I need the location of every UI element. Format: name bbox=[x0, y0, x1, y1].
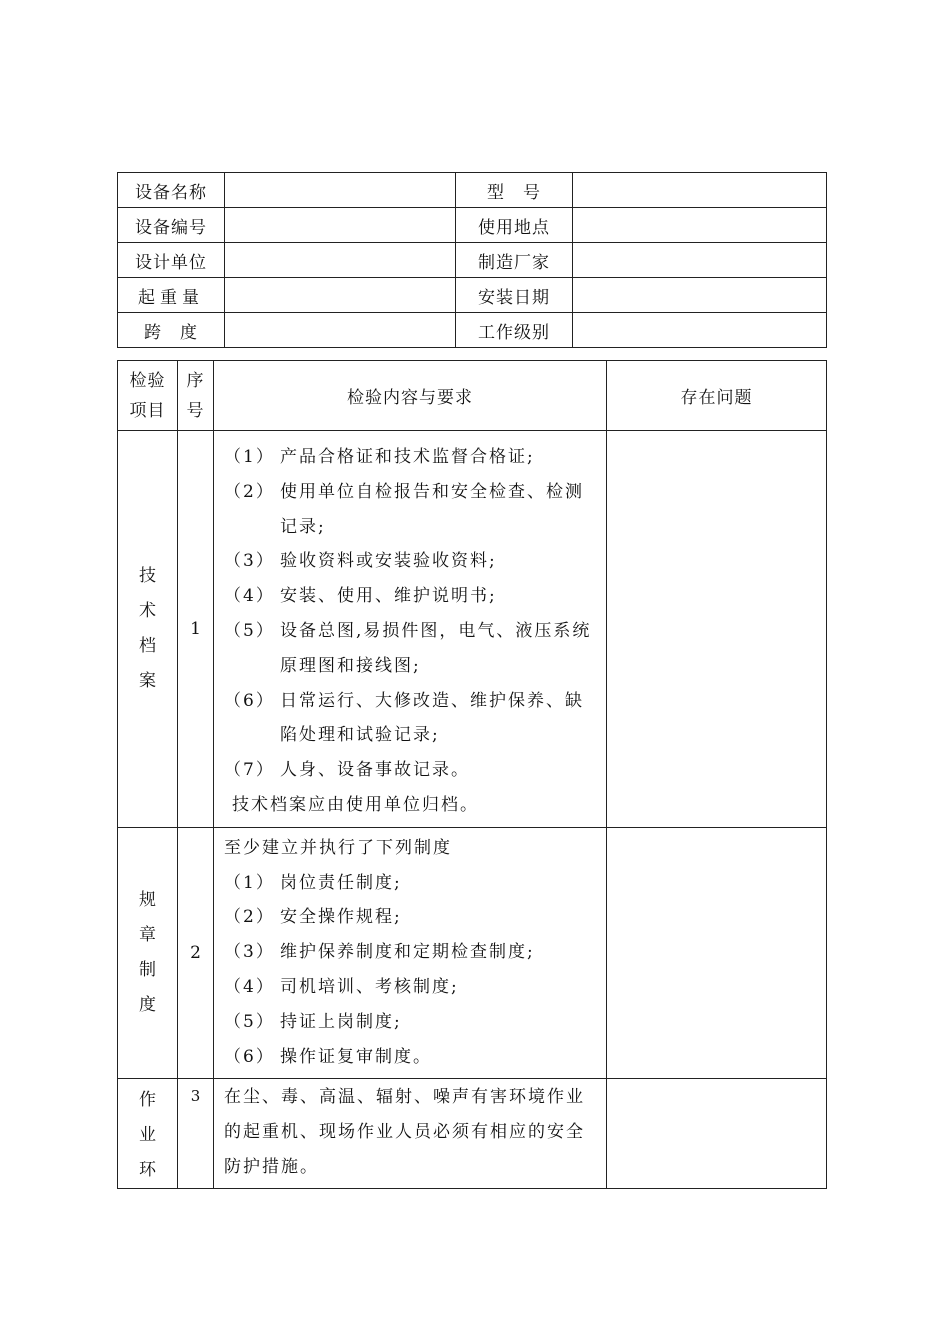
issues-field[interactable] bbox=[607, 1079, 827, 1189]
header-issues: 存在问题 bbox=[607, 361, 827, 431]
header-sequence bbox=[178, 361, 214, 431]
item-text: 设备总图,易损件图，电气、液压系统 bbox=[280, 620, 592, 641]
item-number: （2） bbox=[224, 907, 275, 928]
category-char: 业 bbox=[139, 1125, 156, 1146]
requirement-item bbox=[224, 900, 598, 935]
inspection-table bbox=[117, 360, 827, 1189]
item-text: 安全操作规程; bbox=[280, 907, 402, 928]
item-text: 持证上岗制度; bbox=[280, 1011, 402, 1032]
item-number: （5） bbox=[224, 620, 275, 641]
item-number: （6） bbox=[224, 690, 275, 711]
info-value-field[interactable] bbox=[573, 173, 827, 208]
requirement-intro: 至少建立并执行了下列制度 bbox=[224, 837, 452, 858]
info-value-field[interactable] bbox=[225, 208, 456, 243]
inspection-row-work-environment bbox=[118, 1079, 827, 1189]
category-char: 案 bbox=[139, 670, 156, 691]
info-value-field[interactable] bbox=[225, 243, 456, 278]
category-cell bbox=[118, 431, 178, 828]
category-char: 档 bbox=[139, 635, 156, 656]
category-char: 规 bbox=[139, 890, 156, 911]
header-content: 检验内容与要求 bbox=[214, 361, 607, 431]
info-value-field[interactable] bbox=[573, 243, 827, 278]
inspection-row-regulations bbox=[118, 827, 827, 1079]
requirement-item bbox=[224, 866, 598, 901]
inspection-row-technical-archives bbox=[118, 431, 827, 828]
requirement-item bbox=[224, 753, 598, 788]
header-inspection-item bbox=[118, 361, 178, 431]
item-number: （2） bbox=[224, 481, 275, 502]
requirement-item bbox=[224, 544, 598, 579]
item-text: 原理图和接线图; bbox=[280, 655, 421, 676]
requirement-item bbox=[224, 1040, 598, 1075]
header-text: 序 bbox=[186, 370, 205, 391]
info-label: 跨 度 bbox=[118, 313, 225, 348]
requirement-item bbox=[224, 935, 598, 970]
info-row bbox=[118, 313, 827, 348]
info-label: 设备编号 bbox=[118, 208, 225, 243]
requirement-item bbox=[224, 579, 598, 614]
inspection-header-row bbox=[118, 361, 827, 431]
item-text: 陷处理和试验记录; bbox=[280, 725, 440, 746]
info-value-field[interactable] bbox=[573, 313, 827, 348]
issues-field[interactable] bbox=[607, 827, 827, 1079]
item-number: （3） bbox=[224, 942, 275, 963]
info-label: 安装日期 bbox=[456, 278, 573, 313]
item-text: 产品合格证和技术监督合格证; bbox=[280, 447, 535, 467]
info-row bbox=[118, 278, 827, 313]
requirement-item bbox=[224, 684, 598, 754]
category-char: 术 bbox=[139, 600, 156, 621]
category-char: 技 bbox=[139, 565, 156, 586]
item-number: （1） bbox=[224, 872, 275, 893]
requirement-item bbox=[224, 1005, 598, 1040]
sequence-number: 3 bbox=[178, 1079, 214, 1189]
info-label: 使用地点 bbox=[456, 208, 573, 243]
category-char: 制 bbox=[139, 960, 156, 981]
category-char: 作 bbox=[139, 1090, 156, 1111]
item-text: 维护保养制度和定期检查制度; bbox=[280, 942, 535, 963]
info-label: 起重量 bbox=[118, 278, 225, 313]
info-label: 设备名称 bbox=[118, 173, 225, 208]
info-value-field[interactable] bbox=[225, 278, 456, 313]
header-text: 检验 bbox=[129, 370, 166, 391]
issues-field[interactable] bbox=[607, 431, 827, 828]
info-value-field[interactable] bbox=[225, 173, 456, 208]
item-number: （7） bbox=[224, 760, 275, 781]
info-label: 工作级别 bbox=[456, 313, 573, 348]
category-cell bbox=[118, 827, 178, 1079]
info-value-field[interactable] bbox=[225, 313, 456, 348]
item-number: （5） bbox=[224, 1011, 275, 1032]
info-row bbox=[118, 243, 827, 278]
item-text: 安装、使用、维护说明书; bbox=[280, 586, 497, 607]
item-number: （6） bbox=[224, 1046, 275, 1067]
requirement-item bbox=[224, 614, 598, 684]
category-char: 章 bbox=[139, 925, 156, 946]
item-text: 人身、设备事故记录。 bbox=[280, 760, 470, 781]
item-number: （3） bbox=[224, 551, 275, 572]
category-char: 度 bbox=[139, 995, 156, 1016]
item-number: （4） bbox=[224, 586, 275, 607]
info-label: 制造厂家 bbox=[456, 243, 573, 278]
requirement-text: 的起重机、现场作业人员必须有相应的安全 bbox=[224, 1122, 585, 1143]
item-text: 司机培训、考核制度; bbox=[280, 976, 459, 997]
equipment-info-table bbox=[117, 172, 827, 348]
requirement-content bbox=[214, 827, 607, 1079]
header-text: 项目 bbox=[129, 400, 166, 421]
item-number: （4） bbox=[224, 976, 275, 997]
info-row bbox=[118, 173, 827, 208]
sequence-number: 2 bbox=[178, 827, 214, 1079]
info-label: 设计单位 bbox=[118, 243, 225, 278]
requirement-item bbox=[224, 475, 598, 545]
info-value-field[interactable] bbox=[573, 208, 827, 243]
requirement-content bbox=[214, 431, 607, 828]
item-text: 记录; bbox=[280, 516, 326, 537]
requirement-item bbox=[224, 970, 598, 1005]
info-value-field[interactable] bbox=[573, 278, 827, 313]
item-text: 使用单位自检报告和安全检查、检测 bbox=[280, 481, 584, 502]
item-text: 岗位责任制度; bbox=[280, 872, 402, 893]
item-number: （1） bbox=[224, 447, 275, 467]
item-text: 操作证复审制度。 bbox=[280, 1046, 432, 1067]
requirement-content bbox=[214, 1079, 607, 1189]
header-text: 号 bbox=[186, 400, 205, 421]
category-cell bbox=[118, 1079, 178, 1189]
category-char: 环 bbox=[139, 1160, 156, 1181]
item-text: 验收资料或安装验收资料; bbox=[280, 551, 497, 572]
requirement-text: 在尘、毒、高温、辐射、噪声有害环境作业 bbox=[224, 1087, 585, 1108]
sequence-number: 1 bbox=[178, 431, 214, 828]
item-text: 日常运行、大修改造、维护保养、缺 bbox=[280, 690, 584, 711]
info-label: 型 号 bbox=[456, 173, 573, 208]
info-row bbox=[118, 208, 827, 243]
requirement-item bbox=[224, 440, 598, 475]
requirement-footer: 技术档案应由使用单位归档。 bbox=[232, 794, 479, 815]
requirement-text: 防护措施。 bbox=[224, 1156, 319, 1177]
